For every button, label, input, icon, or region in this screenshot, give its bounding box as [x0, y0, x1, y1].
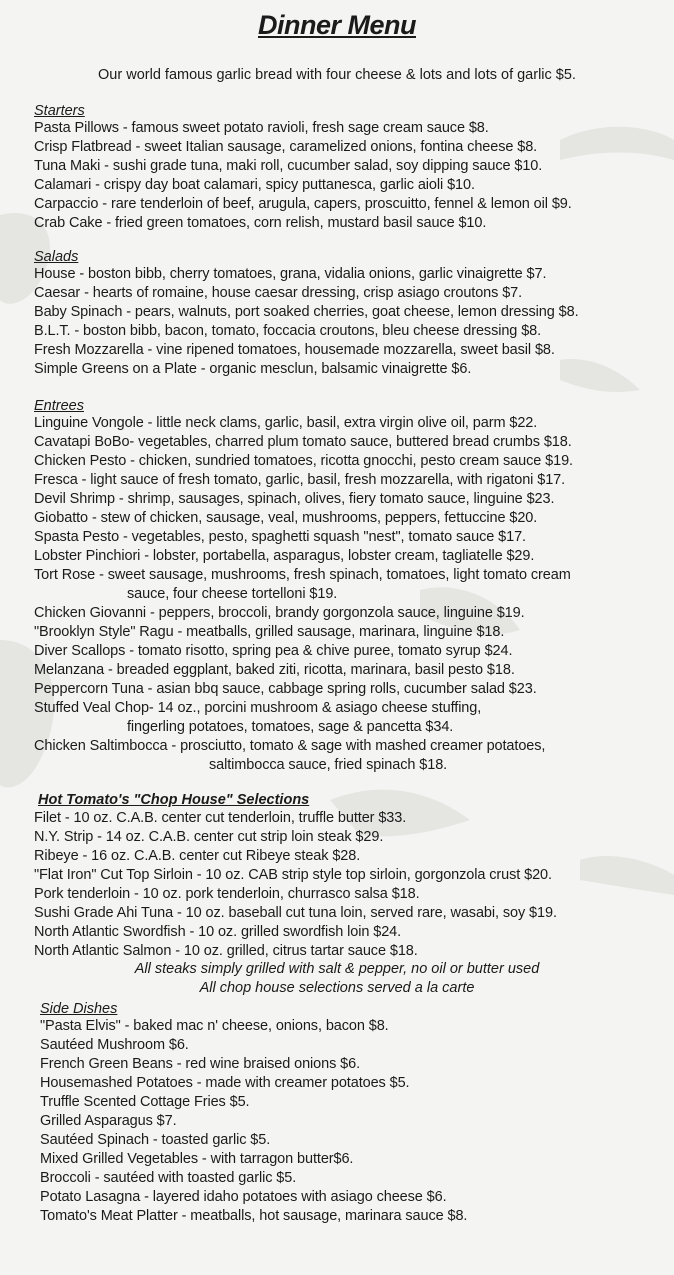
entrees-section [34, 398, 674, 775]
list-item: "Pasta Elvis" - baked mac n' cheese, onions, bacon $8. [40, 1018, 389, 1034]
list-item: Peppercorn Tuna - asian bbq sauce, cabbage spring rolls, cucumber salad $23. [34, 681, 537, 697]
garlic-bread-intro: Our world famous garlic bread with four cheese & lots and lots of garlic $5. [98, 67, 576, 83]
list-item: Fresh Mozzarella - vine ripened tomatoes, housemade mozzarella, sweet basil $8. [34, 342, 555, 358]
list-item: Melanzana - breaded eggplant, baked ziti, ricotta, marinara, basil pesto $18. [34, 662, 515, 678]
starters-section [34, 103, 674, 233]
list-item-continued: saltimbocca sauce, fried spinach $18. [209, 757, 448, 773]
list-item: Housemashed Potatoes - made with creamer potatoes $5. [40, 1075, 410, 1091]
salads-heading: Salads [34, 249, 79, 265]
list-item: Truffle Scented Cottage Fries $5. [40, 1094, 250, 1110]
list-item: Broccoli - sautéed with toasted garlic $5. [40, 1170, 297, 1186]
list-item: Grilled Asparagus $7. [40, 1113, 177, 1129]
list-item: N.Y. Strip - 14 oz. C.A.B. center cut strip loin steak $29. [34, 829, 384, 845]
salads-section [34, 249, 674, 379]
page-title: Dinner Menu [257, 10, 416, 40]
list-item: Sushi Grade Ahi Tuna - 10 oz. baseball cut tuna loin, served rare, wasabi, soy $19. [34, 905, 557, 921]
list-item: Diver Scallops - tomato risotto, spring pea & chive puree, tomato syrup $24. [34, 643, 513, 659]
list-item: North Atlantic Salmon - 10 oz. grilled, citrus tartar sauce $18. [34, 943, 418, 959]
list-item: House - boston bibb, cherry tomatoes, grana, vidalia onions, garlic vinaigrette $7. [34, 266, 547, 282]
list-item: Ribeye - 16 oz. C.A.B. center cut Ribeye steak $28. [34, 848, 361, 864]
list-item: Simple Greens on a Plate - organic mesclun, balsamic vinaigrette $6. [34, 361, 472, 377]
list-item: Tort Rose - sweet sausage, mushrooms, fresh spinach, tomatoes, light tomato cream [34, 567, 571, 583]
list-item: "Brooklyn Style" Ragu - meatballs, grilled sausage, marinara, linguine $18. [34, 624, 505, 640]
list-item: Tuna Maki - sushi grade tuna, maki roll, cucumber salad, soy dipping sauce $10. [34, 158, 543, 174]
steak-grill-note: All steaks simply grilled with salt & pepper, no oil or butter used [134, 961, 540, 977]
list-item: "Flat Iron" Cut Top Sirloin - 10 oz. CAB strip style top sirloin, gorgonzola crust $20. [34, 867, 552, 883]
list-item: Calamari - crispy day boat calamari, spicy puttanesca, garlic aioli $10. [34, 177, 475, 193]
list-item: Sautéed Spinach - toasted garlic $5. [40, 1132, 271, 1148]
list-item: Mixed Grilled Vegetables - with tarragon butter$6. [40, 1151, 354, 1167]
list-item: North Atlantic Swordfish - 10 oz. grilled swordfish loin $24. [34, 924, 402, 940]
list-item-continued: fingerling potatoes, tomatoes, sage & pancetta $34. [127, 719, 454, 735]
a-la-carte-note: All chop house selections served a la carte [199, 980, 475, 996]
list-item: Chicken Pesto - chicken, sundried tomatoes, ricotta gnocchi, pesto cream sauce $19. [34, 453, 573, 469]
side-dishes-heading: Side Dishes [40, 1001, 118, 1017]
chop-house-section [34, 791, 674, 961]
list-item: Potato Lasagna - layered idaho potatoes with asiago cheese $6. [40, 1189, 447, 1205]
list-item: Tomato's Meat Platter - meatballs, hot sausage, marinara sauce $8. [40, 1208, 468, 1224]
list-item: Giobatto - stew of chicken, sausage, veal, mushrooms, peppers, fettuccine $20. [34, 510, 538, 526]
list-item: Sautéed Mushroom $6. [40, 1037, 189, 1053]
list-item: Pasta Pillows - famous sweet potato ravioli, fresh sage cream sauce $8. [34, 120, 489, 136]
list-item: Stuffed Veal Chop- 14 oz., porcini mushroom & asiago cheese stuffing, [34, 700, 482, 716]
list-item: Devil Shrimp - shrimp, sausages, spinach, olives, fiery tomato sauce, linguine $23. [34, 491, 555, 507]
list-item: French Green Beans - red wine braised onions $6. [40, 1056, 361, 1072]
list-item: Carpaccio - rare tenderloin of beef, arugula, capers, proscuitto, fennel & lemon oil $9. [34, 196, 572, 212]
starters-heading: Starters [34, 103, 85, 119]
entrees-heading: Entrees [34, 398, 84, 414]
list-item: Linguine Vongole - little neck clams, garlic, basil, extra virgin olive oil, parm $22. [34, 415, 538, 431]
chop-house-heading: Hot Tomato's "Chop House" Selections [38, 792, 310, 808]
list-item: Lobster Pinchiori - lobster, portabella, asparagus, lobster cream, tagliatelle $29. [34, 548, 535, 564]
list-item: Baby Spinach - pears, walnuts, port soaked cherries, goat cheese, lemon dressing $8. [34, 304, 579, 320]
list-item: B.L.T. - boston bibb, bacon, tomato, foccacia croutons, bleu cheese dressing $8. [34, 323, 542, 339]
list-item: Crab Cake - fried green tomatoes, corn relish, mustard basil sauce $10. [34, 215, 487, 231]
list-item: Fresca - light sauce of fresh tomato, garlic, basil, fresh mozzarella, with rigatoni $17. [34, 472, 566, 488]
list-item: Caesar - hearts of romaine, house caesar dressing, crisp asiago croutons $7. [34, 285, 523, 301]
list-item: Crisp Flatbread - sweet Italian sausage, caramelized onions, fontina cheese $8. [34, 139, 538, 155]
side-dishes-section [40, 1001, 674, 1226]
list-item: Cavatapi BoBo- vegetables, charred plum tomato sauce, buttered bread crumbs $18. [34, 434, 572, 450]
list-item: Pork tenderloin - 10 oz. pork tenderloin, churrasco salsa $18. [34, 886, 420, 902]
list-item-continued: sauce, four cheese tortelloni $19. [127, 586, 338, 602]
list-item: Chicken Saltimbocca - prosciutto, tomato & sage with mashed creamer potatoes, [34, 738, 546, 754]
list-item: Spasta Pesto - vegetables, pesto, spaghetti squash "nest", tomato sauce $17. [34, 529, 526, 545]
list-item: Chicken Giovanni - peppers, broccoli, brandy gorgonzola sauce, linguine $19. [34, 605, 525, 621]
list-item: Filet - 10 oz. C.A.B. center cut tenderloin, truffle butter $33. [34, 810, 407, 826]
